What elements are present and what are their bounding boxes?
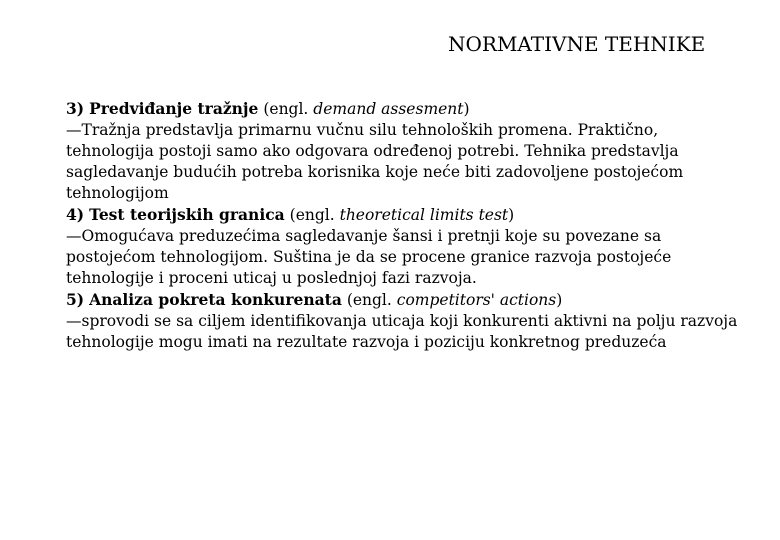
content-body [66, 98, 746, 353]
section-heading-competitors-actions [66, 289, 746, 311]
section-body-demand-assessment: —Tražnja predstavlja primarnu vučnu silu tehnoloških promena. Praktično, tehnologija postoji samo ako odgovara određenoj potrebi. Tehnika predstavlja sagledavanje budućih potreba korisnika koje neće biti zadovoljene postojećom tehnologijom [66, 121, 684, 202]
section-number: 4) [66, 205, 85, 224]
page-title: NORMATIVNE TEHNIKE [448, 32, 706, 56]
section-number: 5) [66, 290, 85, 309]
section-body-theoretical-limits: —Omogućava preduzećima sagledavanje šansi i pretnji koje su povezane sa postojećom tehnologijom. Suština je da se procene granice razvoja postojeće tehnologije i proceni uticaj u poslednjoj fazi razvoja. [66, 227, 672, 287]
section-name: Predviđanje tražnje [89, 99, 259, 118]
engl-suffix: ) [556, 291, 563, 309]
engl-suffix: ) [463, 100, 470, 118]
section-number: 3) [66, 99, 85, 118]
engl-prefix: (engl. [263, 100, 309, 118]
section-heading-theoretical-limits [66, 204, 746, 226]
section-body-competitors-actions: —sprovodi se sa ciljem identifikovanja uticaja koji konkurenti aktivni na polju razvoja tehnologije mogu imati na rezultate razvoja i poziciju konkretnog preduzeća [66, 312, 738, 351]
engl-term: theoretical limits test [339, 206, 509, 224]
section-name: Test teorijskih granica [89, 205, 285, 224]
engl-term: competitors' actions [396, 291, 557, 309]
engl-suffix: ) [508, 206, 515, 224]
engl-term: demand assesment [313, 100, 464, 118]
section-name: Analiza pokreta konkurenata [89, 290, 342, 309]
engl-prefix: (engl. [346, 291, 392, 309]
engl-prefix: (engl. [289, 206, 335, 224]
section-heading-demand-assessment [66, 98, 746, 120]
